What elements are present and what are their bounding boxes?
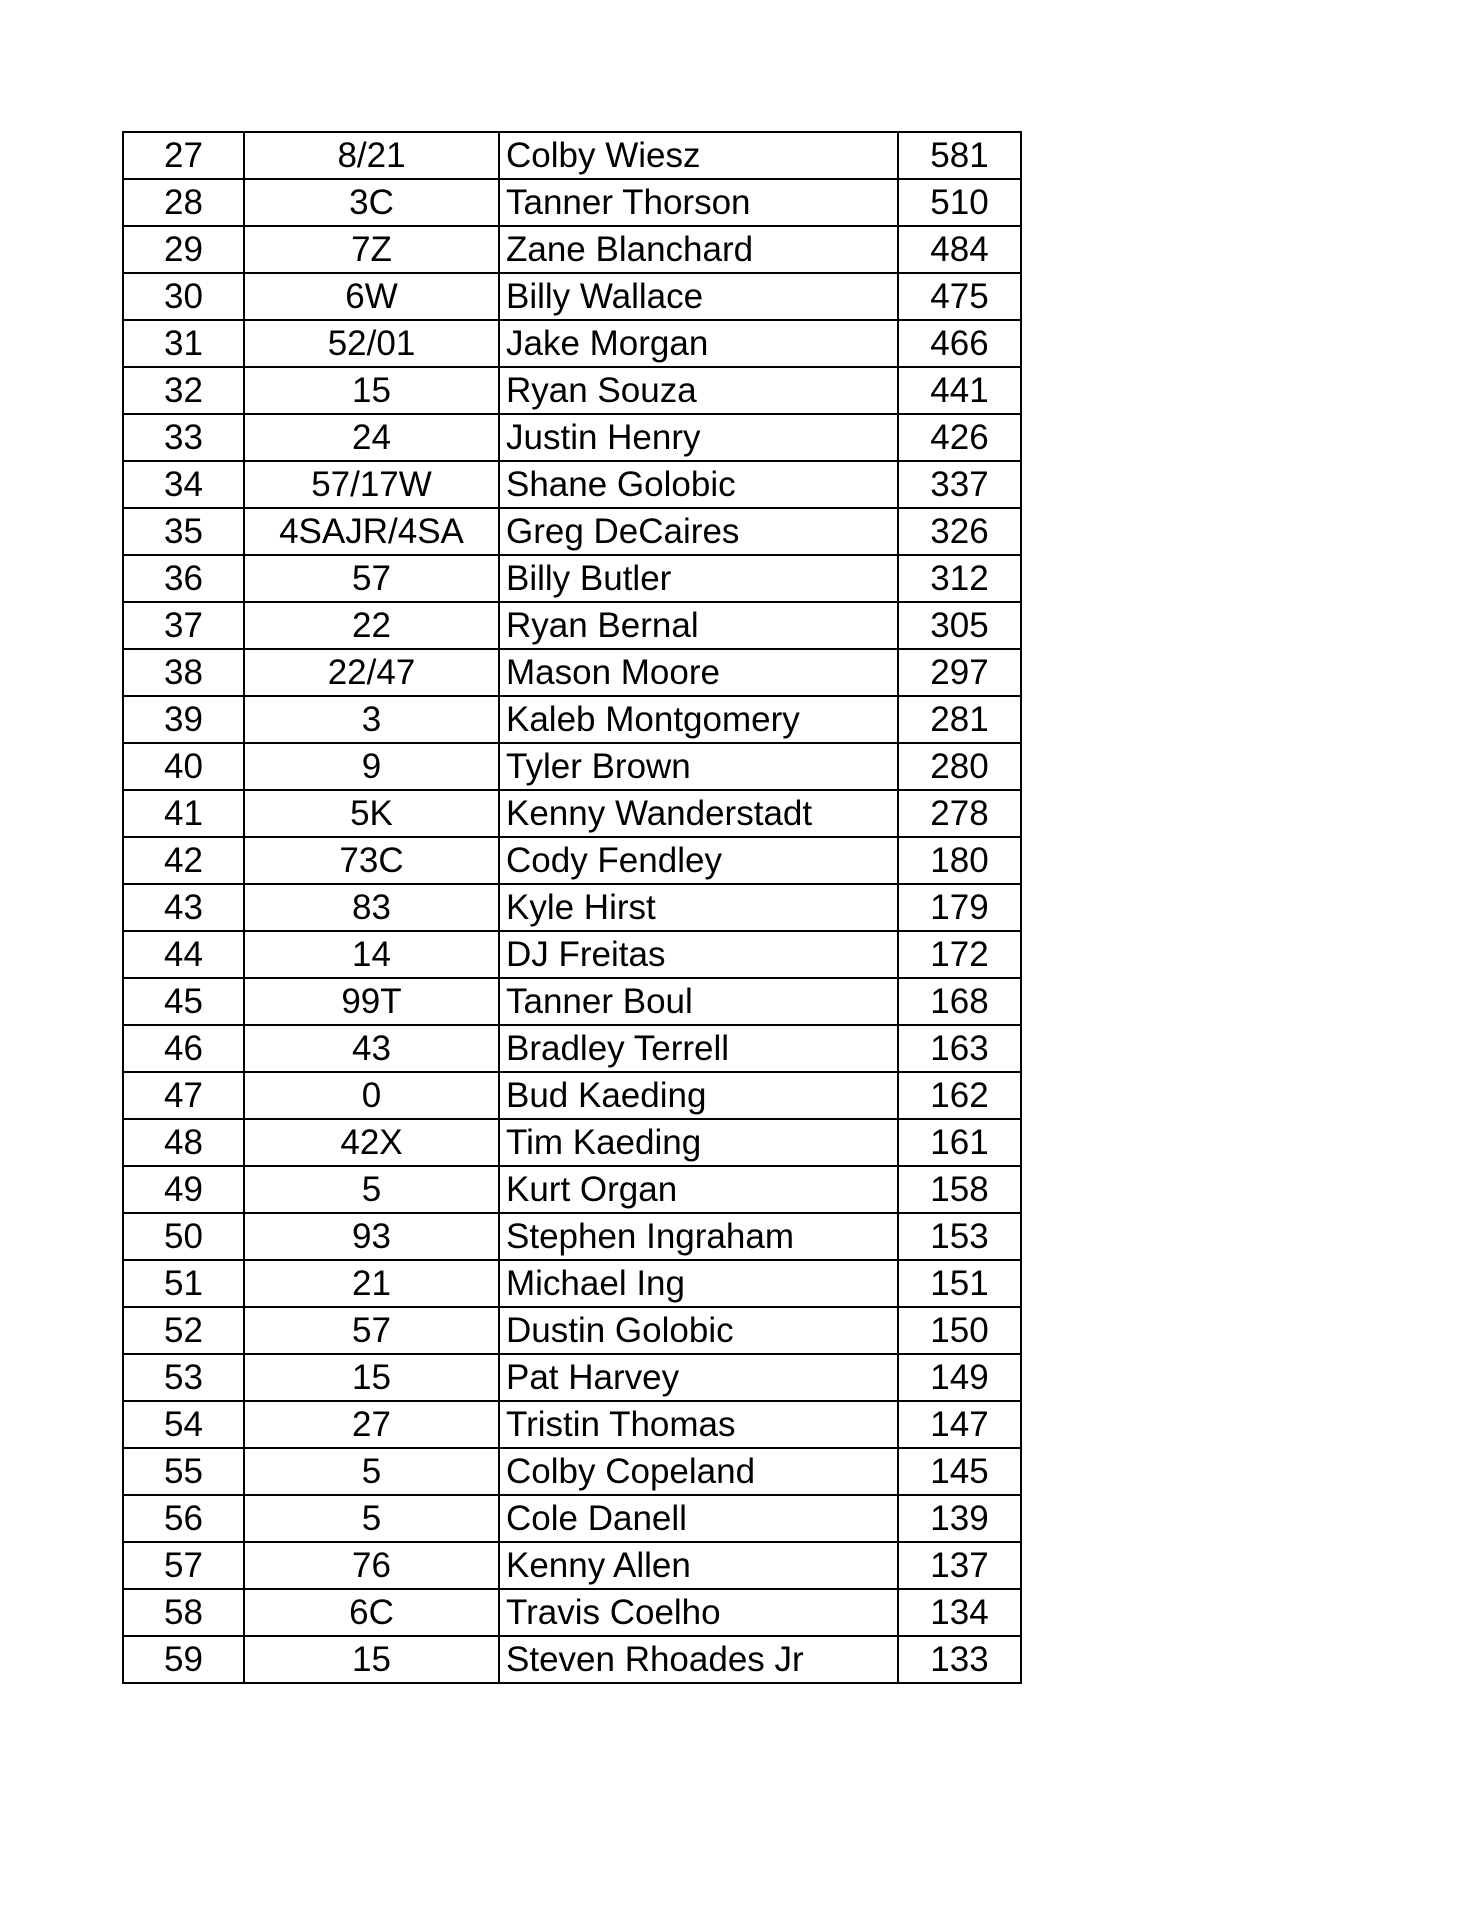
position-cell: 58 [123,1589,244,1636]
position-cell: 51 [123,1260,244,1307]
car-number-cell: 76 [244,1542,499,1589]
points-cell: 337 [898,461,1021,508]
table-row [123,1119,1021,1166]
driver-name-cell: Greg DeCaires [499,508,898,555]
position-cell: 31 [123,320,244,367]
points-cell: 158 [898,1166,1021,1213]
position-cell: 28 [123,179,244,226]
table-row [123,320,1021,367]
standings-body [123,132,1021,1683]
position-cell: 55 [123,1448,244,1495]
driver-name-cell: Travis Coelho [499,1589,898,1636]
car-number-cell: 5 [244,1448,499,1495]
points-cell: 297 [898,649,1021,696]
position-cell: 48 [123,1119,244,1166]
points-cell: 139 [898,1495,1021,1542]
position-cell: 40 [123,743,244,790]
driver-name-cell: Stephen Ingraham [499,1213,898,1260]
position-cell: 27 [123,132,244,179]
car-number-cell: 52/01 [244,320,499,367]
table-row [123,226,1021,273]
points-cell: 312 [898,555,1021,602]
driver-name-cell: Billy Butler [499,555,898,602]
table-row [123,1025,1021,1072]
driver-name-cell: Cody Fendley [499,837,898,884]
position-cell: 35 [123,508,244,555]
points-cell: 484 [898,226,1021,273]
table-row [123,555,1021,602]
table-row [123,1213,1021,1260]
car-number-cell: 15 [244,1354,499,1401]
points-cell: 145 [898,1448,1021,1495]
table-row [123,931,1021,978]
position-cell: 33 [123,414,244,461]
position-cell: 59 [123,1636,244,1683]
driver-name-cell: Mason Moore [499,649,898,696]
table-row [123,1542,1021,1589]
position-cell: 45 [123,978,244,1025]
car-number-cell: 43 [244,1025,499,1072]
position-cell: 38 [123,649,244,696]
table-row [123,978,1021,1025]
points-cell: 172 [898,931,1021,978]
points-cell: 163 [898,1025,1021,1072]
table-row [123,1166,1021,1213]
position-cell: 57 [123,1542,244,1589]
position-cell: 44 [123,931,244,978]
position-cell: 47 [123,1072,244,1119]
car-number-cell: 93 [244,1213,499,1260]
car-number-cell: 0 [244,1072,499,1119]
driver-name-cell: Kyle Hirst [499,884,898,931]
table-row [123,508,1021,555]
car-number-cell: 22/47 [244,649,499,696]
car-number-cell: 42X [244,1119,499,1166]
driver-name-cell: Dustin Golobic [499,1307,898,1354]
standings-table [122,131,1022,1684]
points-cell: 281 [898,696,1021,743]
car-number-cell: 3C [244,179,499,226]
points-cell: 441 [898,367,1021,414]
position-cell: 56 [123,1495,244,1542]
position-cell: 30 [123,273,244,320]
points-cell: 510 [898,179,1021,226]
table-row [123,461,1021,508]
points-cell: 305 [898,602,1021,649]
table-row [123,1401,1021,1448]
table-row [123,743,1021,790]
points-cell: 134 [898,1589,1021,1636]
driver-name-cell: Tim Kaeding [499,1119,898,1166]
driver-name-cell: Tanner Boul [499,978,898,1025]
position-cell: 43 [123,884,244,931]
car-number-cell: 27 [244,1401,499,1448]
position-cell: 29 [123,226,244,273]
table-row [123,790,1021,837]
points-cell: 466 [898,320,1021,367]
driver-name-cell: Ryan Souza [499,367,898,414]
table-row [123,1260,1021,1307]
driver-name-cell: Kenny Wanderstadt [499,790,898,837]
driver-name-cell: Cole Danell [499,1495,898,1542]
car-number-cell: 15 [244,1636,499,1683]
car-number-cell: 7Z [244,226,499,273]
points-cell: 475 [898,273,1021,320]
table-row [123,1072,1021,1119]
car-number-cell: 5K [244,790,499,837]
points-cell: 150 [898,1307,1021,1354]
table-row [123,649,1021,696]
car-number-cell: 8/21 [244,132,499,179]
car-number-cell: 3 [244,696,499,743]
position-cell: 37 [123,602,244,649]
table-row [123,132,1021,179]
table-row [123,884,1021,931]
car-number-cell: 57 [244,1307,499,1354]
points-cell: 149 [898,1354,1021,1401]
car-number-cell: 5 [244,1495,499,1542]
car-number-cell: 15 [244,367,499,414]
points-cell: 153 [898,1213,1021,1260]
table-row [123,837,1021,884]
position-cell: 46 [123,1025,244,1072]
points-cell: 147 [898,1401,1021,1448]
position-cell: 52 [123,1307,244,1354]
table-row [123,602,1021,649]
car-number-cell: 24 [244,414,499,461]
position-cell: 32 [123,367,244,414]
points-cell: 180 [898,837,1021,884]
position-cell: 54 [123,1401,244,1448]
driver-name-cell: Colby Copeland [499,1448,898,1495]
table-row [123,1636,1021,1683]
points-cell: 179 [898,884,1021,931]
car-number-cell: 73C [244,837,499,884]
points-cell: 137 [898,1542,1021,1589]
driver-name-cell: Steven Rhoades Jr [499,1636,898,1683]
driver-name-cell: Billy Wallace [499,273,898,320]
table-row [123,1495,1021,1542]
car-number-cell: 14 [244,931,499,978]
table-row [123,273,1021,320]
driver-name-cell: Shane Golobic [499,461,898,508]
table-row [123,1354,1021,1401]
driver-name-cell: Bradley Terrell [499,1025,898,1072]
car-number-cell: 99T [244,978,499,1025]
table-row [123,367,1021,414]
driver-name-cell: Tristin Thomas [499,1401,898,1448]
driver-name-cell: Zane Blanchard [499,226,898,273]
points-cell: 280 [898,743,1021,790]
driver-name-cell: Bud Kaeding [499,1072,898,1119]
car-number-cell: 21 [244,1260,499,1307]
position-cell: 49 [123,1166,244,1213]
driver-name-cell: Justin Henry [499,414,898,461]
car-number-cell: 57/17W [244,461,499,508]
position-cell: 41 [123,790,244,837]
table-row [123,179,1021,226]
car-number-cell: 4SAJR/4SA [244,508,499,555]
position-cell: 53 [123,1354,244,1401]
driver-name-cell: Michael Ing [499,1260,898,1307]
points-cell: 162 [898,1072,1021,1119]
driver-name-cell: Colby Wiesz [499,132,898,179]
car-number-cell: 57 [244,555,499,602]
points-cell: 326 [898,508,1021,555]
table-row [123,1589,1021,1636]
points-cell: 151 [898,1260,1021,1307]
points-cell: 426 [898,414,1021,461]
car-number-cell: 83 [244,884,499,931]
table-row [123,696,1021,743]
position-cell: 50 [123,1213,244,1260]
driver-name-cell: Pat Harvey [499,1354,898,1401]
driver-name-cell: Kaleb Montgomery [499,696,898,743]
points-cell: 278 [898,790,1021,837]
position-cell: 42 [123,837,244,884]
position-cell: 36 [123,555,244,602]
driver-name-cell: Ryan Bernal [499,602,898,649]
car-number-cell: 22 [244,602,499,649]
position-cell: 34 [123,461,244,508]
driver-name-cell: Jake Morgan [499,320,898,367]
car-number-cell: 5 [244,1166,499,1213]
car-number-cell: 9 [244,743,499,790]
driver-name-cell: Kurt Organ [499,1166,898,1213]
table-row [123,1448,1021,1495]
table-row [123,414,1021,461]
driver-name-cell: Kenny Allen [499,1542,898,1589]
driver-name-cell: Tyler Brown [499,743,898,790]
driver-name-cell: DJ Freitas [499,931,898,978]
points-cell: 161 [898,1119,1021,1166]
car-number-cell: 6C [244,1589,499,1636]
position-cell: 39 [123,696,244,743]
table-row [123,1307,1021,1354]
points-cell: 581 [898,132,1021,179]
driver-name-cell: Tanner Thorson [499,179,898,226]
points-cell: 168 [898,978,1021,1025]
car-number-cell: 6W [244,273,499,320]
points-cell: 133 [898,1636,1021,1683]
